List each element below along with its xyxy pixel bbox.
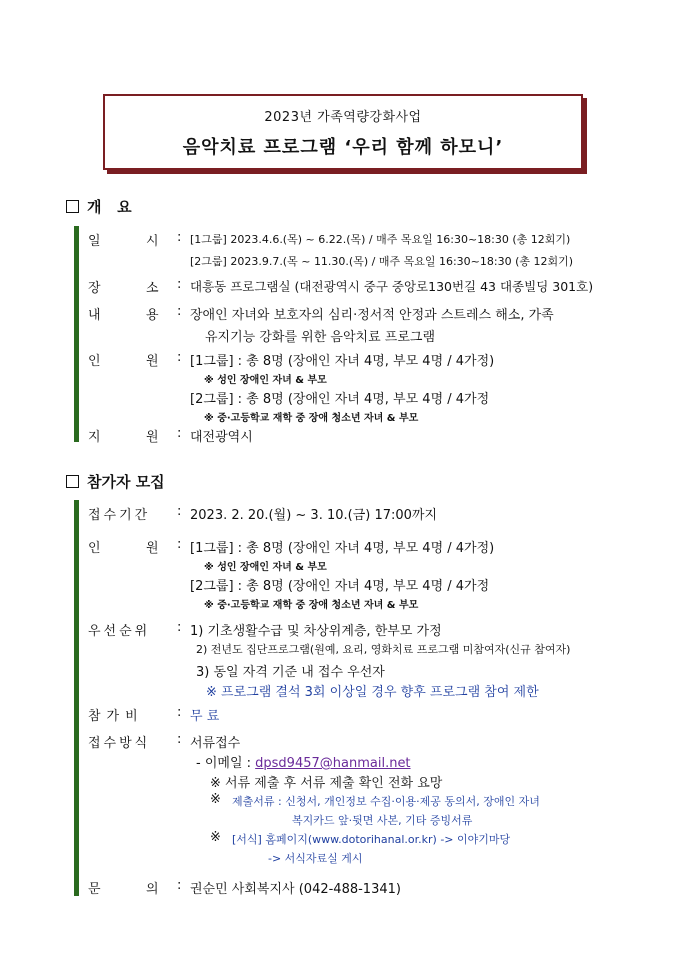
title-box	[103, 94, 583, 170]
people-group2: [2그룹] : 총 8명 (장애인 자녀 4명, 부모 4명 / 4가정	[190, 392, 490, 407]
checkbox-square-icon	[66, 475, 79, 488]
date-group2: [2그룹] 2023.9.7.(목 ~ 11.30.(목) / 매주 목요일 16:30~18:30 (총 12회기)	[190, 255, 574, 268]
contact-label: 문 의	[88, 882, 159, 897]
method-note3-mark: ※	[210, 830, 221, 845]
support-label: 지 원	[88, 430, 159, 445]
period-value: 2023. 2. 20.(월) ~ 3. 10.(금) 17:00까지	[190, 508, 438, 523]
title-main: 음악치료 프로그램 ‘우리 함께 하모니’	[182, 137, 504, 158]
people-group1: [1그룹] : 총 8명 (장애인 자녀 4명, 부모 4명 / 4가정)	[190, 354, 495, 369]
priority-label: 우선순위	[88, 624, 151, 639]
contact-value: 권순민 사회복지사 (042-488-1341)	[190, 882, 401, 897]
people2-group1: [1그룹] : 총 8명 (장애인 자녀 4명, 부모 4명 / 4가정)	[190, 541, 495, 556]
people2-group2: [2그룹] : 총 8명 (장애인 자녀 4명, 부모 4명 / 4가정	[190, 579, 490, 594]
priority-3: 3) 동일 자격 기준 내 접수 우선자	[196, 665, 385, 680]
people2-group1-note: ※ 성인 장애인 자녀 & 부모	[204, 562, 327, 573]
method-value: 서류접수	[190, 736, 241, 751]
support-value: 대전광역시	[190, 430, 253, 445]
method-note3b: -> 서식자료실 게시	[268, 852, 363, 865]
method-note2b: 복지카드 앞·뒷면 사본, 기타 증빙서류	[292, 814, 473, 827]
people-group1-note: ※ 성인 장애인 자녀 & 부모	[204, 375, 327, 386]
place-value: 대흥동 프로그램실 (대전광역시 중구 중앙로130번길 43 대종빌딩 301호)	[190, 279, 594, 294]
fee-label: 참가비	[88, 709, 144, 724]
priority-1: 1) 기초생활수급 및 차상위계층, 한부모 가정	[190, 624, 442, 639]
section-bar	[74, 500, 79, 896]
section-bar	[74, 226, 79, 442]
period-label: 접수기간	[88, 508, 151, 523]
date-group1: [1그룹] 2023.4.6.(목) ~ 6.22.(목) / 매주 목요일 16:30~18:30 (총 12회기)	[190, 233, 571, 246]
checkbox-square-icon	[66, 200, 79, 213]
email-link[interactable]: dpsd9457@hanmail.net	[255, 756, 411, 771]
section-overview-heading: 개 요	[66, 196, 132, 217]
content-line1: 장애인 자녀와 보호자의 심리·정서적 안정과 스트레스 해소, 가족	[190, 308, 554, 323]
method-note2-mark: ※	[210, 792, 221, 807]
title-subtitle: 2023년 가족역량강화사업	[264, 110, 422, 125]
people2-label: 인 원	[88, 541, 159, 556]
content-label: 내 용	[88, 308, 159, 323]
priority-2: 2) 전년도 집단프로그램(원예, 요리, 영화치료 프로그램 미참여자(신규 참여자)	[196, 643, 571, 656]
method-note1: ※ 서류 제출 후 서류 제출 확인 전화 요망	[210, 776, 443, 791]
content-line2: 유지기능 강화를 위한 음악치료 프로그램	[205, 330, 436, 345]
email-line: - 이메일 : dpsd9457@hanmail.net	[196, 756, 411, 771]
method-note2a: 제출서류 : 신청서, 개인정보 수집·이용·제공 동의서, 장애인 자녀	[232, 795, 540, 808]
date-label: 일 시	[88, 234, 159, 249]
place-label: 장 소	[88, 281, 159, 296]
fee-value: 무 료	[190, 709, 220, 724]
section-recruit-heading: 참가자 모집	[66, 471, 165, 492]
people2-group2-note: ※ 중·고등학교 재학 중 장애 청소년 자녀 & 부모	[204, 600, 419, 611]
people-group2-note: ※ 중·고등학교 재학 중 장애 청소년 자녀 & 부모	[204, 413, 419, 424]
method-note3a: [서식] 홈페이지(www.dotorihanal.or.kr) -> 이야기마당	[232, 833, 511, 846]
method-label: 접수방식	[88, 736, 151, 751]
priority-note: ※ 프로그램 결석 3회 이상일 경우 향후 프로그램 참여 제한	[206, 685, 539, 700]
colon: :	[177, 230, 182, 245]
people-label: 인 원	[88, 354, 159, 369]
